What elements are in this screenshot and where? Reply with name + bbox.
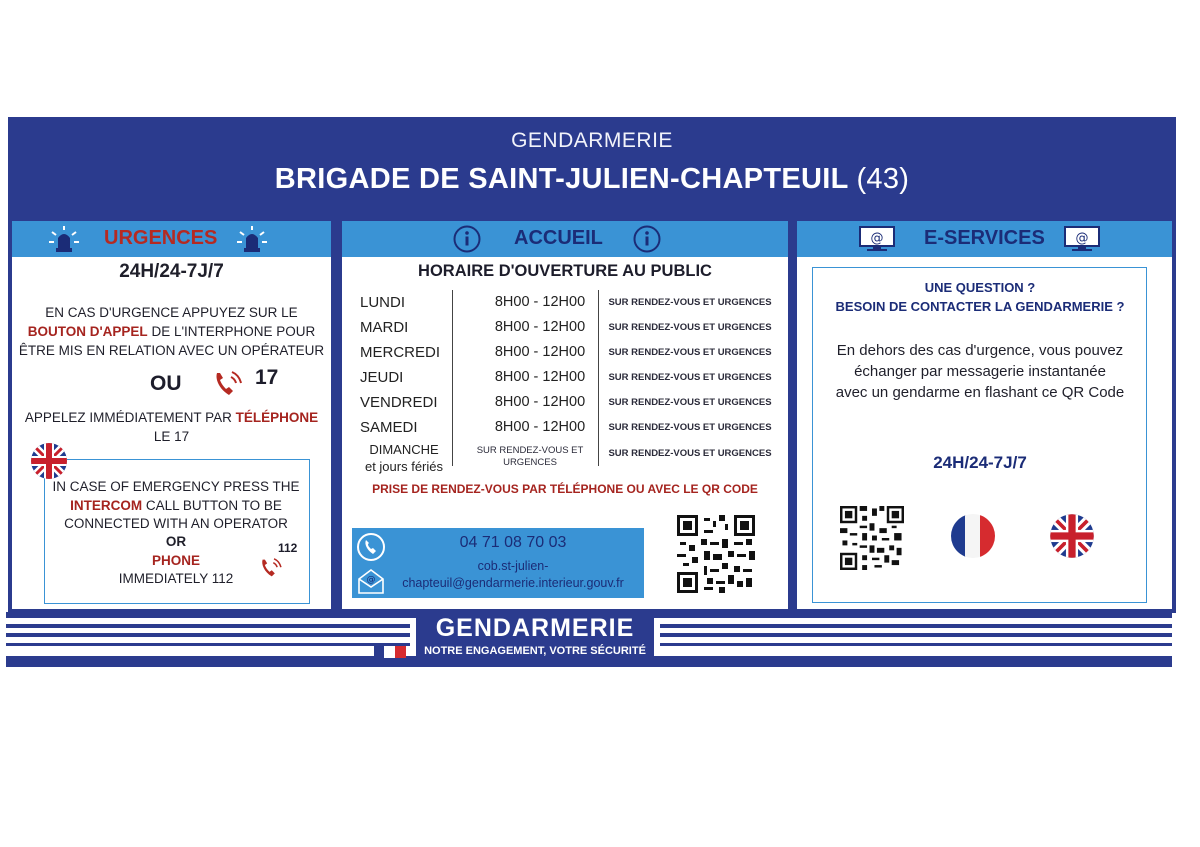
urgences-call-suffix: LE 17 xyxy=(153,429,190,444)
header-title xyxy=(8,163,1176,196)
contact-email-1: cob.st-julien- xyxy=(477,559,549,573)
sunday-day2: et jours fériés xyxy=(364,459,444,474)
schedule-row xyxy=(356,317,774,341)
en-phone: PHONE xyxy=(151,553,200,568)
phone-ringing-icon xyxy=(211,369,245,399)
siren-icon xyxy=(234,224,270,254)
schedule-hours: 8H00 - 12H00 xyxy=(494,319,586,335)
header-dept: (43) xyxy=(856,163,910,195)
en-or: OR xyxy=(165,534,187,549)
contact-phone[interactable]: 04 71 08 70 03 xyxy=(459,534,567,551)
schedule-rdv: SUR RENDEZ-VOUS ET URGENCES xyxy=(608,397,772,408)
schedule-day: MERCREDI xyxy=(360,344,441,361)
footer-stripe xyxy=(6,643,410,646)
computer-at-icon xyxy=(857,225,897,253)
siren-icon xyxy=(46,224,82,254)
schedule-rdv-sunday: SUR RENDEZ-VOUS ET URGENCES xyxy=(608,448,772,459)
sunday-day1: DIMANCHE xyxy=(369,442,439,457)
footer-stripe xyxy=(660,633,1172,637)
urgences-call-bold: TÉLÉPHONE xyxy=(235,410,319,425)
phone-ringing-icon xyxy=(258,556,284,580)
schedule-hours: 8H00 - 12H00 xyxy=(494,419,586,435)
qr-code-chat[interactable] xyxy=(840,506,904,570)
computer-at-icon xyxy=(1062,225,1102,253)
urgences-line2-bold: BOUTON D'APPEL xyxy=(27,324,148,339)
schedule-rdv: SUR RENDEZ-VOUS ET URGENCES xyxy=(608,422,772,433)
schedule-day: SAMEDI xyxy=(360,419,418,436)
schedule-hours-sunday xyxy=(470,445,590,469)
uk-flag-icon xyxy=(30,442,68,480)
footer-brand: GENDARMERIE xyxy=(435,614,635,642)
en-line1: IN CASE OF EMERGENCY PRESS THE xyxy=(52,479,300,494)
footer-stripe xyxy=(660,643,1172,646)
eservices-bar xyxy=(797,221,1172,257)
footer-stripe xyxy=(6,633,410,637)
en-line2 xyxy=(44,496,308,515)
schedule-day: VENDREDI xyxy=(360,394,438,411)
accueil-bar xyxy=(342,221,788,257)
schedule-rdv: SUR RENDEZ-VOUS ET URGENCES xyxy=(608,297,772,308)
eservices-q1: UNE QUESTION ? xyxy=(924,280,1036,295)
urgences-line1: EN CAS D'URGENCE APPUYEZ SUR LE xyxy=(45,305,298,320)
svg-text:@: @ xyxy=(870,231,884,246)
eservices-p1: En dehors des cas d'urgence, vous pouvez xyxy=(836,342,1124,359)
urgences-call-prefix: APPELEZ IMMÉDIATEMENT PAR xyxy=(24,410,236,425)
urgences-hours: 24H/24-7J/7 xyxy=(119,261,224,282)
schedule-hours: 8H00 - 12H00 xyxy=(494,369,586,385)
urgences-line2-rest: DE L'INTERPHONE POUR xyxy=(147,324,316,339)
info-icon xyxy=(632,224,662,254)
contact-email[interactable] xyxy=(388,558,638,592)
phone-icon xyxy=(356,532,386,562)
header-subtitle: GENDARMERIE xyxy=(511,129,673,152)
accueil-subtitle: HORAIRE D'OUVERTURE AU PUBLIC xyxy=(418,262,712,280)
french-flag-icon[interactable] xyxy=(950,513,996,559)
en-line6: IMMEDIATELY 112 xyxy=(118,571,234,586)
tricolor-flag-icon xyxy=(374,646,406,658)
eservices-p3: avec un gendarme en flashant ce QR Code xyxy=(835,384,1125,401)
svg-text:@: @ xyxy=(1075,231,1089,246)
eservices-q2: BESOIN DE CONTACTER LA GENDARMERIE ? xyxy=(835,299,1125,314)
eservices-p2: échanger par messagerie instantanée xyxy=(854,363,1106,380)
schedule-day: LUNDI xyxy=(360,294,406,311)
header-title-text: BRIGADE DE SAINT-JULIEN-CHAPTEUIL xyxy=(274,163,849,195)
schedule-row xyxy=(356,392,774,416)
header-banner xyxy=(8,117,1176,217)
schedule-day: JEUDI xyxy=(360,369,404,386)
schedule-row xyxy=(356,367,774,391)
sunday-hours2: URGENCES xyxy=(503,457,557,468)
en-line2-bold: INTERCOM xyxy=(70,498,143,513)
schedule-rdv: SUR RENDEZ-VOUS ET URGENCES xyxy=(608,372,772,383)
contact-email-2: chapteuil@gendarmerie.interieur.gouv.fr xyxy=(402,576,624,590)
accueil-title: ACCUEIL xyxy=(514,227,603,249)
footer-stripe xyxy=(660,624,1172,628)
qr-code-appointment[interactable] xyxy=(677,515,755,593)
urgences-bar xyxy=(12,221,331,257)
eservices-hours: 24H/24-7J/7 xyxy=(933,453,1027,472)
email-icon xyxy=(356,567,386,595)
en-line3: CONNECTED WITH AN OPERATOR xyxy=(64,516,288,531)
urgences-title: URGENCES xyxy=(104,227,218,249)
schedule-hours: 8H00 - 12H00 xyxy=(494,344,586,360)
schedule-rdv: SUR RENDEZ-VOUS ET URGENCES xyxy=(608,347,772,358)
en-number: 112 xyxy=(278,541,298,555)
schedule-day: MARDI xyxy=(360,319,409,336)
schedule-rdv: SUR RENDEZ-VOUS ET URGENCES xyxy=(608,322,772,333)
booking-note: PRISE DE RENDEZ-VOUS PAR TÉLÉPHONE OU AVEC LE QR CODE xyxy=(372,482,758,496)
footer-stripe xyxy=(6,624,410,628)
sunday-hours1: SUR RENDEZ-VOUS ET xyxy=(476,445,584,456)
uk-flag-icon[interactable] xyxy=(1049,513,1095,559)
urgences-line3: ÊTRE MIS EN RELATION AVEC UN OPÉRATEUR xyxy=(18,343,325,358)
urgences-ou: OU xyxy=(150,372,182,395)
schedule-hours: 8H00 - 12H00 xyxy=(494,394,586,410)
schedule-day-sunday xyxy=(356,441,452,475)
footer-slogan: NOTRE ENGAGEMENT, VOTRE SÉCURITÉ xyxy=(424,645,646,657)
svg-text:@: @ xyxy=(366,575,376,585)
schedule-hours: 8H00 - 12H00 xyxy=(494,294,586,310)
urgences-line2 xyxy=(12,322,331,341)
info-icon xyxy=(452,224,482,254)
schedule-row xyxy=(356,292,774,316)
urgences-number: 17 xyxy=(255,366,279,389)
urgences-call xyxy=(12,408,331,427)
en-line2-rest: CALL BUTTON TO BE xyxy=(142,498,282,513)
schedule-row xyxy=(356,417,774,441)
schedule-row xyxy=(356,342,774,366)
eservices-title: E-SERVICES xyxy=(924,227,1045,249)
